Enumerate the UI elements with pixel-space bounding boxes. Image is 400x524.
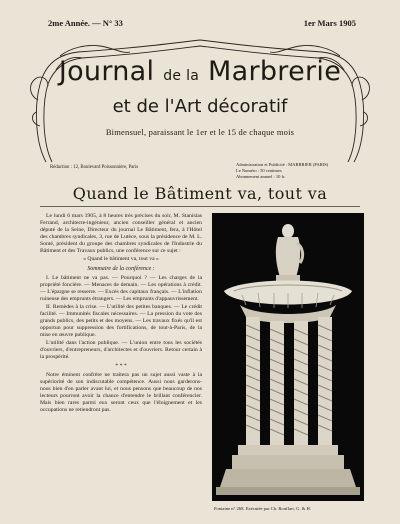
masthead-subtitle: Bimensuel, paraissant le 1er et le 15 de chaque mois (105, 127, 295, 137)
summary-item: I. Le bâtiment ne va pas. — Pourquoi ? — Les charges de la propriété foncière. — Menaces de demain. — Les opérations à crédit. — L'épargne se resserre. — Excès des capitaux français. — L'inflation ruineuse des emprunts étrangers. — Les emprunts d'appauvrissement. (40, 275, 202, 302)
article-headline: Quand le Bâtiment va, tout va (72, 184, 328, 203)
photo-caption: Fontaine n° 268. Exécutée par Ch. Rouffart, G. & H. (214, 506, 311, 511)
imprint-address: Rédaction : 12, Boulevard Poissonnière, Paris (50, 165, 139, 170)
summary-item: L'utilité dans l'action publique. — L'union entre tous les sociétés d'ouvriers, d'entrepreneurs, d'architectes et d'ouvriers. Retour certain à la prospérité. (40, 340, 202, 361)
issue-date: 1er Mars 1905 (303, 18, 356, 28)
masthead-title-line2: et de l'Art décoratif (112, 96, 288, 117)
summary-heading: Sommaire de la conférence : (87, 266, 155, 273)
imprint-administration: Administration et Publicité : MARBRIER (PARIS) Le Numéro : 50 centimes Abonnement annuel : 10 fr. (236, 162, 329, 179)
issue-number: 2me Année. — N° 33 (48, 18, 123, 28)
article-paragraph: Le lundi 6 mars 1905, à 8 heures très précises du soir, M. Stanislas Ferrand, architecte-ingénieur, ancien conseiller général et ancien député de la Seine, Directeur du journal Le Bâtiment, fera, à l'Hôtel des chambres syndicales, 3, rue de Lutèce, sous la présidence de M. L. Sonté, président du groupe des chambres syndicales de l'Industrie du Bâtiment et des Travaux publics, une conférence sur ce sujet : (40, 213, 202, 254)
article-body (40, 213, 202, 513)
section-separator: * * * (115, 363, 127, 370)
headline-divider (40, 206, 360, 207)
conference-title: « Quand le bâtiment va, tout va » (83, 256, 159, 263)
masthead-title: Journal de la Marbrerie (58, 56, 342, 87)
issue-line (0, 18, 400, 30)
article-paragraph: Notre éminent confrère ne traitera pas un sujet aussi vaste à la supériorité de son indiscutable compétence. Aussi nous garderons-nous bien d'en parler avant lui, et nous pensons que beaucoup de nos lecteurs pourront avoir la chance d'entendre le brillant conférencier. Mais bien rares parmi eux seront ceux que l'éloignement et les occupations ne retiendront pas. (40, 372, 202, 413)
fountain-photo (212, 213, 364, 501)
summary-item: II. Remèdes à la crise. — L'utilité des petites banques. — Le crédit facilité. — Immunités fiscales nécessaires. — La pression du vote des grands publics, des petits et des moyens. — Les travaux fixés qu'il est opportun pour suppression des fortifications, de tout-à-Paris, de la mise en œuvre publique. (40, 304, 202, 338)
